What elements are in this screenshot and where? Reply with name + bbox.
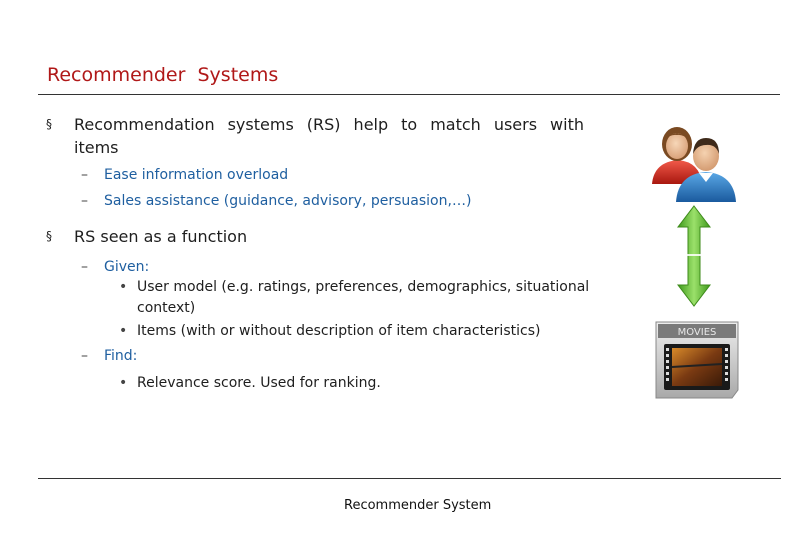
bullet-1-sub-1	[81, 166, 289, 185]
find-item-1	[119, 373, 381, 394]
slide-title: Recommender Systems	[47, 64, 279, 86]
item-marker: •	[119, 323, 128, 339]
item-marker: •	[119, 375, 128, 391]
given-item-2-text: Items (with or without description of item characteristics)	[137, 323, 541, 339]
sub-marker: –	[81, 167, 88, 183]
bullet-1-sub-2	[81, 192, 472, 211]
bullet-marker: §	[46, 117, 52, 131]
given-item-1-text: User model (e.g. ratings, preferences, demographics, situational context)	[137, 279, 590, 316]
movies-icon	[654, 320, 740, 404]
bullet-marker: §	[46, 229, 52, 243]
bullet-2	[46, 225, 248, 248]
find-label: Find:	[104, 348, 138, 364]
given-item-2	[119, 321, 541, 342]
movies-label: MOVIES	[677, 327, 717, 338]
sub-marker: –	[81, 259, 88, 275]
footer-divider	[38, 478, 781, 479]
item-marker: •	[119, 279, 128, 295]
find-item-1-text: Relevance score. Used for ranking.	[137, 375, 381, 391]
bullet-1-sub-2-text: Sales assistance (guidance, advisory, persuasion,…)	[104, 193, 472, 209]
title-divider	[38, 94, 780, 95]
bullet-2-sub-given	[81, 258, 150, 277]
bullet-2-sub-find	[81, 347, 138, 366]
sub-marker: –	[81, 193, 88, 209]
bullet-2-text: RS seen as a function	[74, 227, 248, 246]
users-icon	[648, 124, 740, 206]
sub-marker: –	[81, 348, 88, 364]
given-label: Given:	[104, 259, 150, 275]
bullet-1-sub-1-text: Ease information overload	[104, 167, 289, 183]
footer-text: Recommender System	[344, 498, 492, 513]
double-arrow-icon	[676, 205, 712, 311]
given-item-1	[119, 277, 592, 319]
bullet-1	[46, 113, 584, 159]
bullet-1-text: Recommendation systems (RS) help to match users with items	[74, 115, 584, 157]
